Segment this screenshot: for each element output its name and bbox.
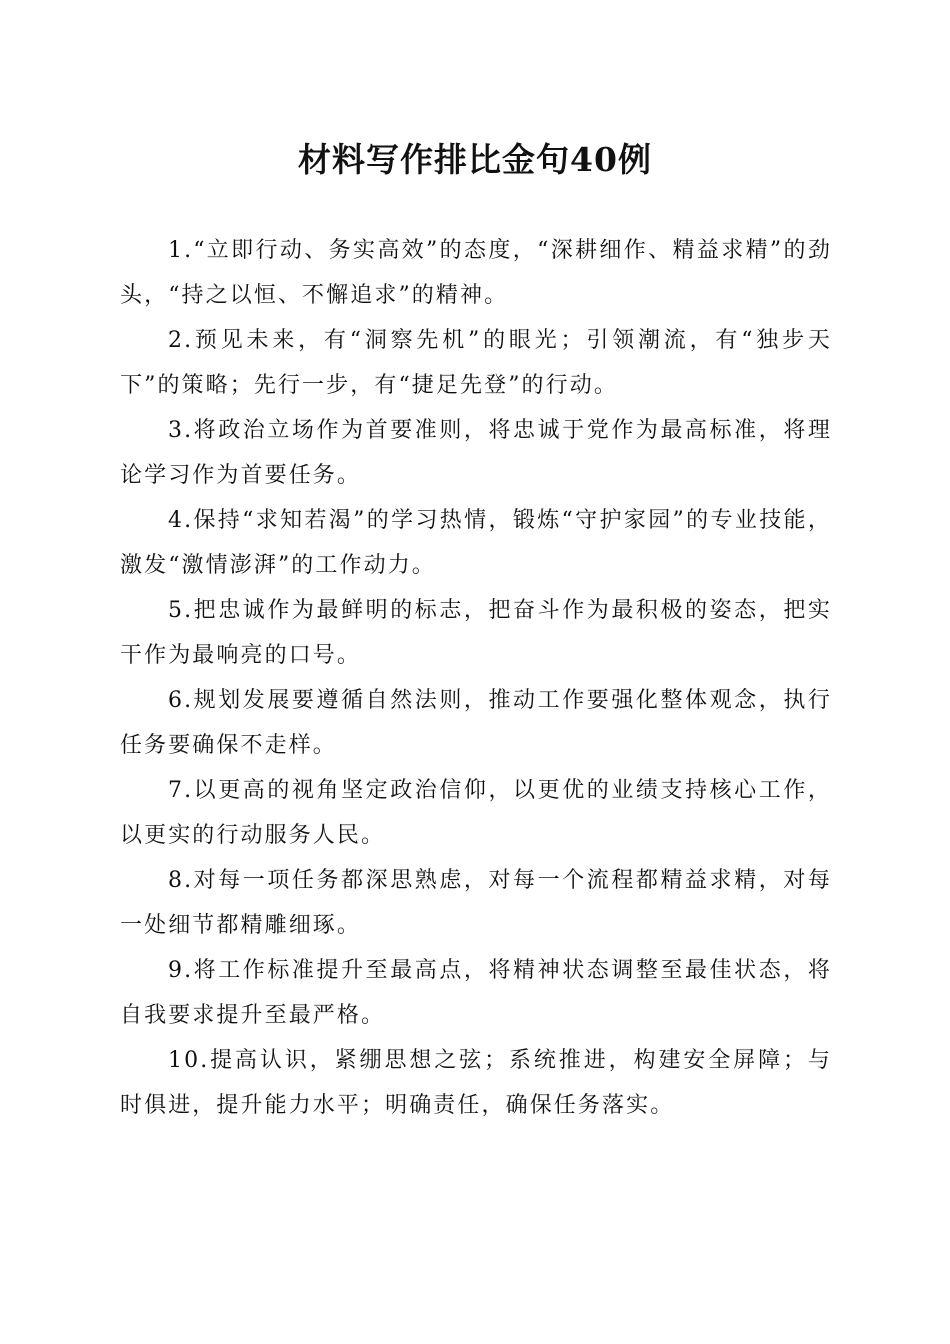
- list-item: 10.提高认识，紧绷思想之弦；系统推进，构建安全屏障；与时俱进，提升能力水平；明确责任，确保任务落实。: [120, 1048, 832, 1118]
- list-item: 4.保持“求知若渴”的学习热情，锻炼“守护家园”的专业技能，激发“激情澎湃”的工作动力。: [120, 508, 832, 578]
- list-item: 9.将工作标准提升至最高点，将精神状态调整至最佳状态，将自我要求提升至最严格。: [120, 958, 832, 1028]
- list-item: 6.规划发展要遵循自然法则，推动工作要强化整体观念，执行任务要确保不走样。: [120, 688, 832, 758]
- document-title: 材料写作排比金句40例: [298, 140, 652, 179]
- list-item: 5.把忠诚作为最鲜明的标志，把奋斗作为最积极的姿态，把实干作为最响亮的口号。: [120, 598, 832, 668]
- item-list: [120, 228, 832, 1128]
- list-item: 8.对每一项任务都深思熟虑，对每一个流程都精益求精，对每一处细节都精雕细琢。: [120, 868, 832, 938]
- list-item: 1.“立即行动、务实高效”的态度，“深耕细作、精益求精”的劲头，“持之以恒、不懈追求”的精神。: [120, 238, 832, 308]
- list-item: 7.以更高的视角坚定政治信仰，以更优的业绩支持核心工作，以更实的行动服务人民。: [120, 778, 832, 848]
- list-item: 3.将政治立场作为首要准则，将忠诚于党作为最高标准，将理论学习作为首要任务。: [120, 418, 832, 488]
- list-item: 2.预见未来，有“洞察先机”的眼光；引领潮流，有“独步天下”的策略；先行一步，有“捷足先登”的行动。: [120, 328, 832, 398]
